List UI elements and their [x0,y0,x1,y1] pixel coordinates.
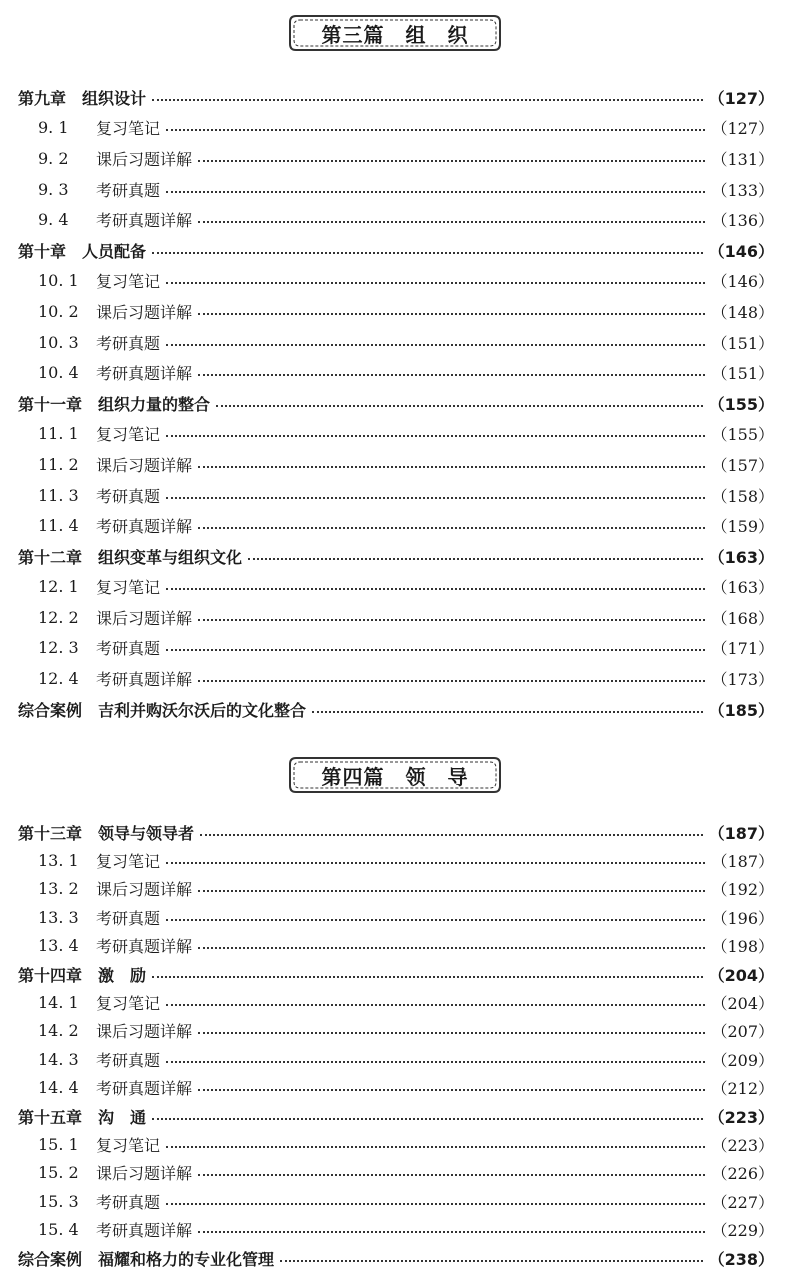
toc-chapter-row[interactable] [18,541,774,572]
dot-leader [166,1145,705,1148]
section-number: 13. 3 [38,907,79,927]
toc-section-row[interactable] [18,1130,774,1158]
section-title: 课后习题详解 [96,608,193,628]
page-number: （168） [711,608,774,628]
section-title: 考研真题 [96,908,161,928]
section-title: 复习笔记 [96,994,161,1014]
dot-leader [166,496,705,499]
section-title: 考研真题详解 [96,670,193,690]
page-number: （226） [711,1164,774,1184]
section-number: 11. 3 [38,485,79,505]
section-number: 13. 2 [38,879,79,899]
toc-section-row[interactable] [18,113,774,144]
page-number: （209） [711,1050,774,1070]
chapter-number: 综合案例 [18,1249,83,1269]
dot-leader [198,618,705,621]
page-number: （163） [711,578,774,598]
dot-leader [166,434,705,437]
chapter-title: 组织设计 [82,88,147,108]
dot-leader [166,648,705,651]
toc-section-row[interactable] [18,988,774,1016]
toc-section-row[interactable] [18,602,774,633]
page-number: （127） [711,119,774,139]
toc-section-row[interactable] [18,1017,774,1045]
dot-leader [280,1259,703,1262]
page-number: （204） [711,994,774,1014]
section-title: 考研真题详解 [96,937,193,957]
page-number: （192） [711,880,774,900]
page-number: （227） [711,1192,774,1212]
dot-leader [152,98,703,101]
toc-section-row[interactable] [18,1159,774,1187]
part-title: 第四篇 领 导 [321,764,469,789]
dot-leader [198,526,705,529]
section-number: 13. 1 [38,851,79,871]
section-number: 15. 4 [38,1220,79,1240]
section-title: 考研真题详解 [96,517,193,537]
dot-leader [166,861,705,864]
toc-section-row[interactable] [18,1215,774,1243]
page-number: （136） [711,211,774,231]
section-title: 课后习题详解 [96,1022,193,1042]
section-title: 课后习题详解 [96,1164,193,1184]
page-number: （159） [711,517,774,537]
section-number: 13. 4 [38,936,79,956]
toc-section-row[interactable] [18,846,774,874]
page-number: （155） [711,425,774,445]
chapter-number: 第十一章 [18,394,83,414]
dot-leader [166,918,705,921]
page-number: （212） [711,1079,774,1099]
section-number: 10. 2 [38,301,79,321]
section-number: 9. 1 [38,118,69,138]
chapter-title: 组织力量的整合 [98,394,211,414]
section-title: 复习笔记 [96,1135,161,1155]
dot-leader [166,343,705,346]
page-number: （207） [711,1022,774,1042]
dot-leader [166,587,705,590]
section-title: 考研真题详解 [96,364,193,384]
section-title: 复习笔记 [96,852,161,872]
chapter-number: 第十二章 [18,547,83,567]
section-title: 考研真题详解 [96,1079,193,1099]
dot-leader [166,1202,705,1205]
toc-section-row[interactable] [18,633,774,664]
toc-section-row[interactable] [18,875,774,903]
chapter-number: 第十五章 [18,1107,83,1127]
section-title: 课后习题详解 [96,880,193,900]
page-number: （146） [708,241,774,261]
toc-section-row[interactable] [18,480,774,511]
chapter-title: 沟 通 [98,1107,147,1127]
section-title: 复习笔记 [96,119,161,139]
chapter-title: 人员配备 [82,241,147,261]
section-number: 9. 4 [38,210,69,230]
toc-section-row[interactable] [18,357,774,388]
page-number: （204） [708,965,774,985]
part-banner-organization [286,12,504,54]
chapter-title: 组织变革与组织文化 [98,547,243,567]
dot-leader [166,128,705,131]
section-number: 10. 1 [38,271,79,291]
toc-section-row[interactable] [18,174,774,205]
page-number: （151） [711,333,774,353]
page-number: （229） [711,1221,774,1241]
dot-leader [198,1230,705,1233]
dot-leader [166,1003,705,1006]
section-title: 课后习题详解 [96,149,193,169]
dot-leader [166,1060,705,1063]
section-number: 12. 1 [38,577,79,597]
section-number: 14. 3 [38,1049,79,1069]
toc-section-row[interactable] [18,1045,774,1073]
section-number: 11. 4 [38,516,79,536]
section-number: 15. 1 [38,1134,79,1154]
toc-section-row[interactable] [18,296,774,327]
page-number: （131） [711,149,774,169]
section-number: 10. 4 [38,363,79,383]
chapter-number: 第九章 [18,88,67,108]
toc-chapter-row[interactable] [18,960,774,988]
page-number: （151） [711,364,774,384]
chapter-title: 福耀和格力的专业化管理 [98,1249,275,1269]
chapter-number: 第十四章 [18,965,83,985]
dot-leader [166,190,705,193]
part-banner-leadership [286,754,504,796]
toc-section-row[interactable] [18,663,774,694]
dot-leader [152,251,703,254]
page-number: （158） [711,486,774,506]
toc-section-row[interactable] [18,510,774,541]
chapter-number: 第十章 [18,241,67,261]
section-title: 考研真题 [96,1192,161,1212]
dot-leader [152,1117,703,1120]
section-title: 考研真题 [96,1050,161,1070]
part-title: 第三篇 组 织 [321,22,469,47]
section-number: 14. 1 [38,993,79,1013]
section-title: 复习笔记 [96,425,161,445]
page-number: （173） [711,670,774,690]
section-title: 考研真题 [96,486,161,506]
dot-leader [312,710,703,713]
toc-chapter-row[interactable] [18,1102,774,1130]
page-number: （157） [711,455,774,475]
page-number: （187） [708,823,774,843]
dot-leader [198,679,705,682]
chapter-title: 吉利并购沃尔沃后的文化整合 [98,700,307,720]
section-title: 复习笔记 [96,578,161,598]
page-number: （171） [711,639,774,659]
dot-leader [198,946,705,949]
toc-chapter-row[interactable] [18,694,774,725]
section-number: 11. 1 [38,424,79,444]
section-title: 考研真题 [96,333,161,353]
page-number: （223） [708,1107,774,1127]
dot-leader [248,557,703,560]
section-title: 考研真题 [96,180,161,200]
dot-leader [198,220,705,223]
toc-section-row[interactable] [18,932,774,960]
chapter-number: 综合案例 [18,700,83,720]
toc-chapter-row[interactable] [18,1244,774,1272]
dot-leader [166,281,705,284]
section-title: 课后习题详解 [96,455,193,475]
section-title: 复习笔记 [96,272,161,292]
toc-chapter-row[interactable] [18,388,774,419]
section-number: 9. 3 [38,179,69,199]
dot-leader [200,833,703,836]
section-number: 9. 2 [38,148,69,168]
page-number: （196） [711,908,774,928]
section-title: 考研真题 [96,639,161,659]
dot-leader [216,404,703,407]
page-number: （185） [708,700,774,720]
toc-section-row[interactable] [18,1074,774,1102]
section-title: 课后习题详解 [96,302,193,322]
section-number: 10. 3 [38,332,79,352]
toc-chapter-row[interactable] [18,82,774,113]
page-number: （146） [711,272,774,292]
toc-section-row[interactable] [18,572,774,603]
chapter-number: 第十三章 [18,823,83,843]
dot-leader [198,889,705,892]
page-number: （223） [711,1135,774,1155]
chapter-title: 激 励 [98,965,147,985]
section-title: 考研真题详解 [96,1221,193,1241]
toc-chapter-row[interactable] [18,818,774,846]
section-number: 15. 3 [38,1191,79,1211]
section-number: 14. 4 [38,1078,79,1098]
dot-leader [152,975,703,978]
toc-section-row[interactable] [18,1187,774,1215]
section-number: 12. 3 [38,638,79,658]
dot-leader [198,373,705,376]
section-number: 11. 2 [38,454,79,474]
section-number: 15. 2 [38,1163,79,1183]
toc-section-row[interactable] [18,903,774,931]
page-number: （163） [708,547,774,567]
section-number: 14. 2 [38,1021,79,1041]
page-number: （198） [711,937,774,957]
toc-section-row[interactable] [18,449,774,480]
page-number: （155） [708,394,774,414]
toc-part-leadership [18,818,774,1272]
toc-section-row[interactable] [18,327,774,358]
toc-section-row[interactable] [18,204,774,235]
dot-leader [198,1031,705,1034]
dot-leader [198,465,705,468]
dot-leader [198,312,705,315]
section-number: 12. 2 [38,607,79,627]
chapter-title: 领导与领导者 [98,823,195,843]
dot-leader [198,159,705,162]
dot-leader [198,1088,705,1091]
toc-part-organization [18,82,774,724]
toc-section-row[interactable] [18,266,774,297]
toc-section-row[interactable] [18,143,774,174]
toc-chapter-row[interactable] [18,235,774,266]
section-title: 考研真题详解 [96,211,193,231]
dot-leader [198,1173,705,1176]
page-number: （127） [708,88,774,108]
page-number: （187） [711,852,774,872]
section-number: 12. 4 [38,669,79,689]
toc-section-row[interactable] [18,419,774,450]
page-number: （238） [708,1249,774,1269]
page-number: （133） [711,180,774,200]
page-number: （148） [711,302,774,322]
